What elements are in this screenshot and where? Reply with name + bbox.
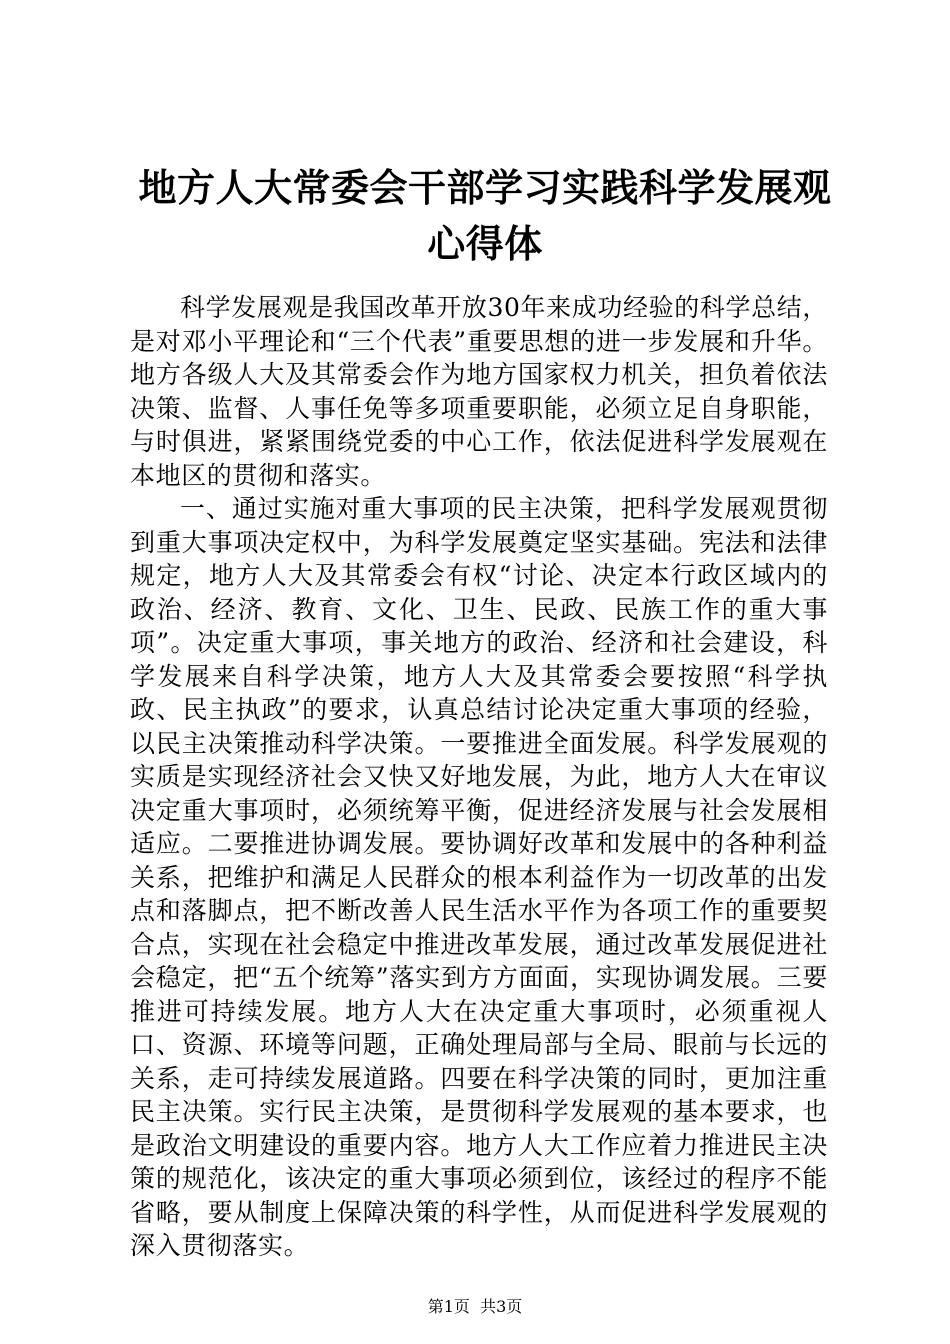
page-footer — [0, 1296, 950, 1318]
page-number: 第1页 — [427, 1297, 470, 1316]
page-total: 共3页 — [480, 1297, 523, 1316]
document-title: 地方人大常委会干部学习实践科学发展观心得体 — [138, 166, 832, 266]
document-body — [130, 291, 828, 1263]
paragraph-section-one: 一、通过实施对重大事项的民主决策，把科学发展观贯彻到重大事项决定权中，为科学发展奠定坚实基础。宪法和法律规定，地方人大及其常委会有权“讨论、决定本行政区域内的政治、经济、教育、文化、卫生、民政、民族工作的重大事项”。决定重大事项，事关地方的政治、经济和社会建设，科学发展来自科学决策，地方人大及其常委会要按照“科学执政、民主执政”的要求，认真总结讨论决定重大事项的经验，以民主决策推动科学决策。一要推进全面发展。科学发展观的实质是实现经济社会又快又好地发展，为此，地方人大在审议决定重大事项时，必须统筹平衡，促进经济发展与社会发展相适应。二要推进协调发展。要协调好改革和发展中的各种利益关系，把维护和满足人民群众的根本利益作为一切改革的出发点和落脚点，把不断改善人民生活水平作为各项工作的重要契合点，实现在社会稳定中推进改革发展，通过改革发展促进社会稳定，把“五个统筹”落实到方方面面，实现协调发展。三要推进可持续发展。地方人大在决定重大事项时，必须重视人口、资源、环境等问题，正确处理局部与全局、眼前与长远的关系，走可持续发展道路。四要在科学决策的同时，更加注重民主决策。实行民主决策，是贯彻科学发展观的基本要求，也是政治文明建设的重要内容。地方人大工作应着力推进民主决策的规范化，该决定的重大事项必须到位，该经过的程序不能省略，要从制度上保障决策的科学性，从而促进科学发展观的深入贯彻落实。 — [130, 494, 828, 1260]
paragraph-intro: 科学发展观是我国改革开放30年来成功经验的科学总结，是对邓小平理论和“三个代表”重要思想的进一步发展和升华。地方各级人大及其常委会作为地方国家权力机关，担负着依法决策、监督、人事任免等多项重要职能，必须立足自身职能，与时俱进，紧紧围绕党委的中心工作，依法促进科学发展观在本地区的贯彻和落实。 — [130, 293, 828, 490]
